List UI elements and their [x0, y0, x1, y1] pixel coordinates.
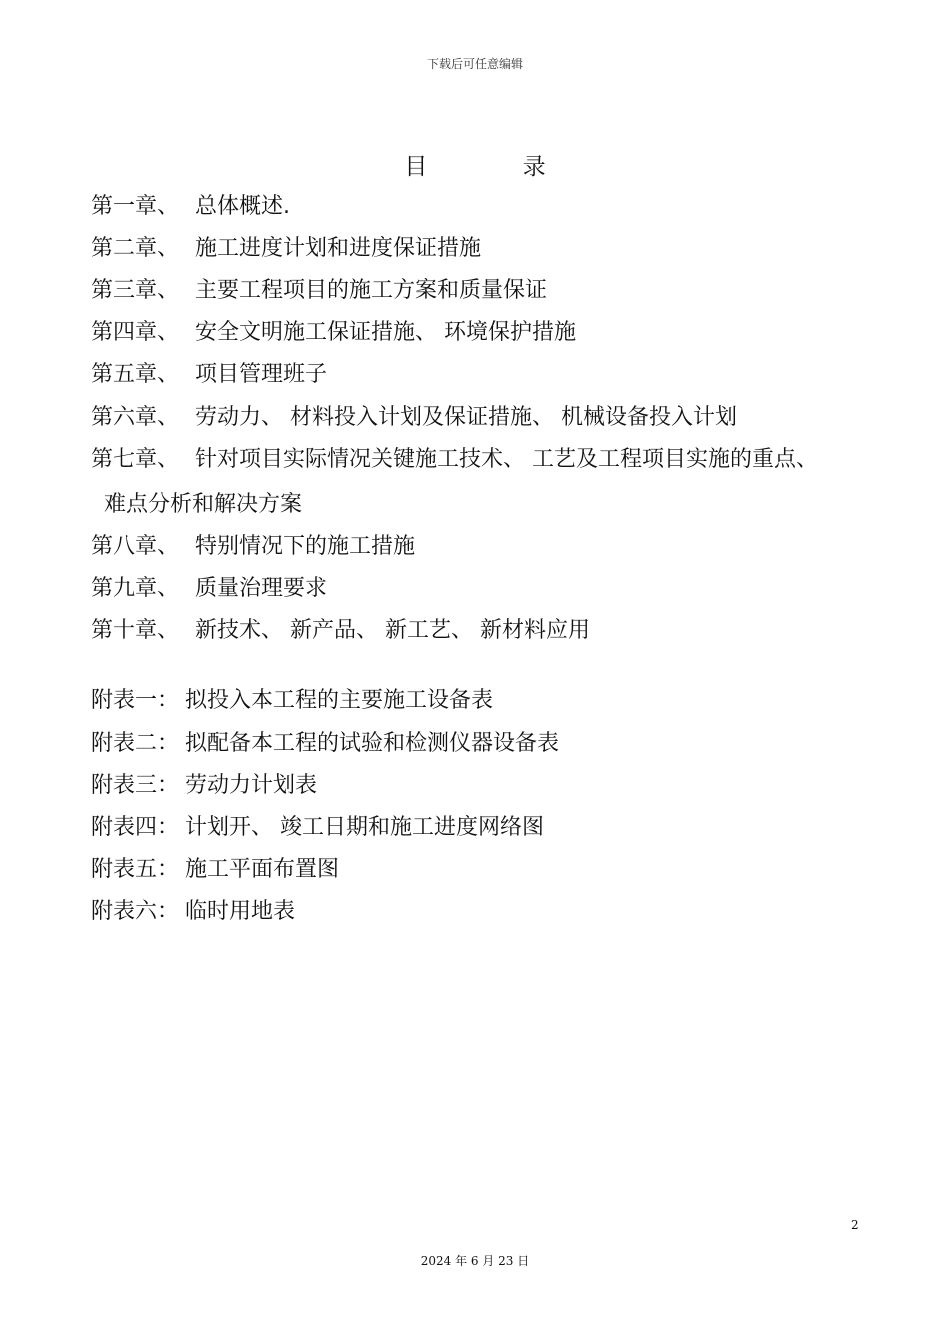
chapter-number: 第八章、 — [91, 534, 180, 559]
toc-appendix-5 — [91, 855, 339, 885]
appendix-number: 附表六： — [91, 899, 180, 924]
chapter-title: 质量治理要求 — [195, 576, 328, 601]
chapter-title: 施工进度计划和进度保证措施 — [195, 236, 482, 261]
toc-chapter-7-continuation — [104, 490, 302, 520]
appendix-number: 附表四： — [91, 815, 180, 840]
chapter-number: 第二章、 — [91, 236, 180, 261]
chapter-title: 项目管理班子 — [195, 362, 328, 387]
footer-date: 2024 年 6 月 23 日 — [420, 1254, 530, 1268]
toc-chapter-10 — [91, 616, 590, 646]
toc-chapter-8 — [91, 532, 415, 562]
chapter-title: 特别情况下的施工措施 — [195, 534, 416, 559]
chapter-title: 总体概述. — [195, 194, 290, 219]
appendix-number: 附表二： — [91, 731, 180, 756]
toc-chapter-2 — [91, 234, 481, 264]
appendix-number: 附表三： — [91, 773, 180, 798]
chapter-title: 主要工程项目的施工方案和质量保证 — [195, 278, 548, 303]
chapter-number: 第五章、 — [91, 362, 180, 387]
chapter-title: 针对项目实际情况关键施工技术、 工艺及工程项目实施的重点、 — [195, 447, 818, 472]
toc-chapter-9 — [91, 574, 327, 604]
toc-chapter-4 — [91, 318, 576, 348]
toc-appendix-6 — [91, 897, 295, 927]
appendix-title: 计划开、 竣工日期和施工进度网络图 — [185, 815, 544, 840]
appendix-title: 临时用地表 — [185, 899, 296, 924]
appendix-title: 拟投入本工程的主要施工设备表 — [185, 688, 494, 713]
chapter-number: 第七章、 — [91, 447, 180, 472]
chapter-number: 第三章、 — [91, 278, 180, 303]
chapter-number: 第十章、 — [91, 618, 180, 643]
toc-chapter-3 — [91, 276, 547, 306]
chapter-title: 安全文明施工保证措施、 环境保护措施 — [195, 320, 576, 345]
appendix-number: 附表一： — [91, 688, 180, 713]
toc-appendix-3 — [91, 771, 317, 801]
toc-appendix-1 — [91, 686, 493, 716]
chapter-number: 第六章、 — [91, 405, 180, 430]
page-number: 2 — [851, 1218, 859, 1232]
appendix-number: 附表五： — [91, 857, 180, 882]
toc-appendix-4 — [91, 813, 544, 843]
appendix-title: 劳动力计划表 — [185, 773, 318, 798]
chapter-title: 劳动力、 材料投入计划及保证措施、 机械设备投入计划 — [195, 405, 737, 430]
appendix-title: 施工平面布置图 — [185, 857, 340, 882]
chapter-number: 第九章、 — [91, 576, 180, 601]
toc-chapter-5 — [91, 360, 327, 390]
chapter-title: 新技术、 新产品、 新工艺、 新材料应用 — [195, 618, 590, 643]
toc-chapter-6 — [91, 403, 737, 433]
chapter-number: 第四章、 — [91, 320, 180, 345]
chapter-title-continuation: 难点分析和解决方案 — [104, 492, 303, 517]
toc-appendix-2 — [91, 729, 559, 759]
header-note: 下载后可任意编辑 — [426, 57, 523, 71]
chapter-number: 第一章、 — [91, 194, 180, 219]
appendix-title: 拟配备本工程的试验和检测仪器设备表 — [185, 731, 560, 756]
page-title: 目 录 — [404, 154, 590, 180]
toc-chapter-7 — [91, 445, 818, 475]
toc-chapter-1 — [91, 192, 290, 222]
